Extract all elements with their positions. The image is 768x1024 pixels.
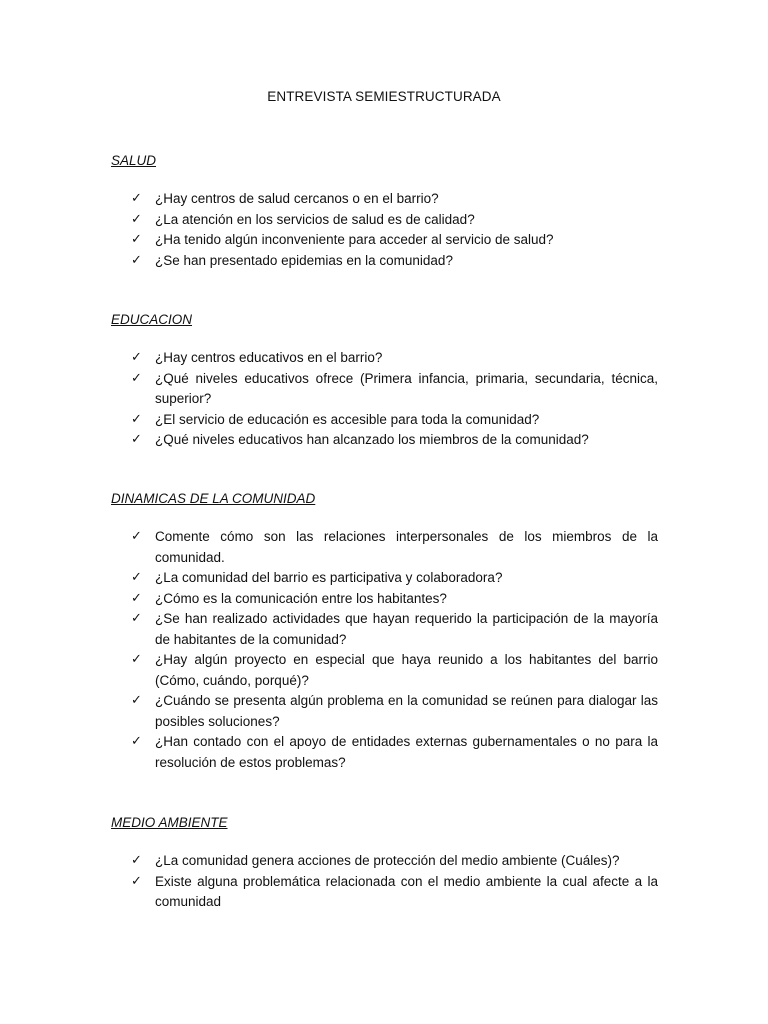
section-heading-dinamicas: DINAMICAS DE LA COMUNIDAD [111,491,316,506]
section-heading-salud: SALUD [111,153,157,168]
checkmark-icon: ✓ [131,734,142,749]
question-text: ¿El servicio de educación es accesible para toda la comunidad? [155,411,540,427]
question-item [111,568,658,589]
question-item [111,732,658,773]
section-dinamicas [111,489,658,773]
checkmark-icon: ✓ [131,432,142,447]
section-medio-ambiente [111,813,658,913]
question-list-educacion [111,348,658,451]
question-text: ¿Se han realizado actividades que hayan requerido la participación de la mayoría de habitantes de la comunidad? [155,611,658,647]
checkmark-icon: ✓ [131,411,142,427]
checkmark-icon: ✓ [131,252,142,268]
checkmark-icon: ✓ [131,590,142,606]
question-item [111,348,658,369]
section-heading-medio-ambiente: MEDIO AMBIENTE [111,815,228,830]
checkmark-icon: ✓ [131,232,142,247]
question-text: ¿Cuándo se presenta algún problema en la comunidad se reúnen para dialogar las posibles soluciones? [155,693,658,729]
question-item [111,609,658,650]
question-list-medio-ambiente [111,851,658,913]
question-item [111,527,658,568]
question-item [111,410,658,431]
question-item [111,189,658,210]
section-educacion [111,310,658,451]
question-list-dinamicas [111,527,658,773]
checkmark-icon: ✓ [131,853,142,868]
checkmark-icon: ✓ [131,191,142,206]
checkmark-icon: ✓ [131,873,142,889]
checkmark-icon: ✓ [131,211,142,227]
checkmark-icon: ✓ [131,652,142,667]
question-item [111,230,658,251]
question-text: ¿Qué niveles educativos ofrece (Primera infancia, primaria, secundaria, técnica, superior? [155,370,658,406]
question-item [111,872,658,913]
document-title: ENTREVISTA SEMIESTRUCTURADA [267,89,501,104]
question-text: ¿Cómo es la comunicación entre los habitantes? [155,590,447,606]
question-item [111,589,658,610]
question-item [111,210,658,231]
question-text: Comente cómo son las relaciones interpersonales de los miembros de la comunidad. [155,529,658,565]
question-text: ¿Se han presentado epidemias en la comunidad? [155,252,453,268]
checkmark-icon: ✓ [131,611,142,626]
question-text: ¿Hay centros educativos en el barrio? [155,350,383,365]
question-text: ¿La atención en los servicios de salud es de calidad? [155,211,475,227]
checkmark-icon: ✓ [131,529,142,544]
question-text: ¿La comunidad genera acciones de protección del medio ambiente (Cuáles)? [155,853,620,868]
question-text: ¿Hay centros de salud cercanos o en el barrio? [155,191,439,206]
question-text: ¿Qué niveles educativos han alcanzado los miembros de la comunidad? [155,432,589,447]
section-salud [111,151,658,271]
question-item [111,369,658,410]
checkmark-icon: ✓ [131,693,142,708]
question-item [111,430,658,451]
question-text: ¿Ha tenido algún inconveniente para acceder al servicio de salud? [155,232,554,247]
section-heading-educacion: EDUCACION [111,312,193,327]
question-text: ¿Han contado con el apoyo de entidades externas gubernamentales o no para la resolución de estos problemas? [155,734,658,770]
checkmark-icon: ✓ [131,570,142,585]
question-item [111,691,658,732]
question-item [111,251,658,272]
question-text: ¿La comunidad del barrio es participativa y colaboradora? [155,570,503,585]
checkmark-icon: ✓ [131,370,142,386]
question-text: ¿Hay algún proyecto en especial que haya reunido a los habitantes del barrio (Cómo, cuándo, porqué)? [155,652,658,688]
question-item [111,851,658,872]
question-list-salud [111,189,658,271]
question-text: Existe alguna problemática relacionada con el medio ambiente la cual afecte a la comunidad [155,873,658,909]
question-item [111,650,658,691]
checkmark-icon: ✓ [131,350,142,365]
